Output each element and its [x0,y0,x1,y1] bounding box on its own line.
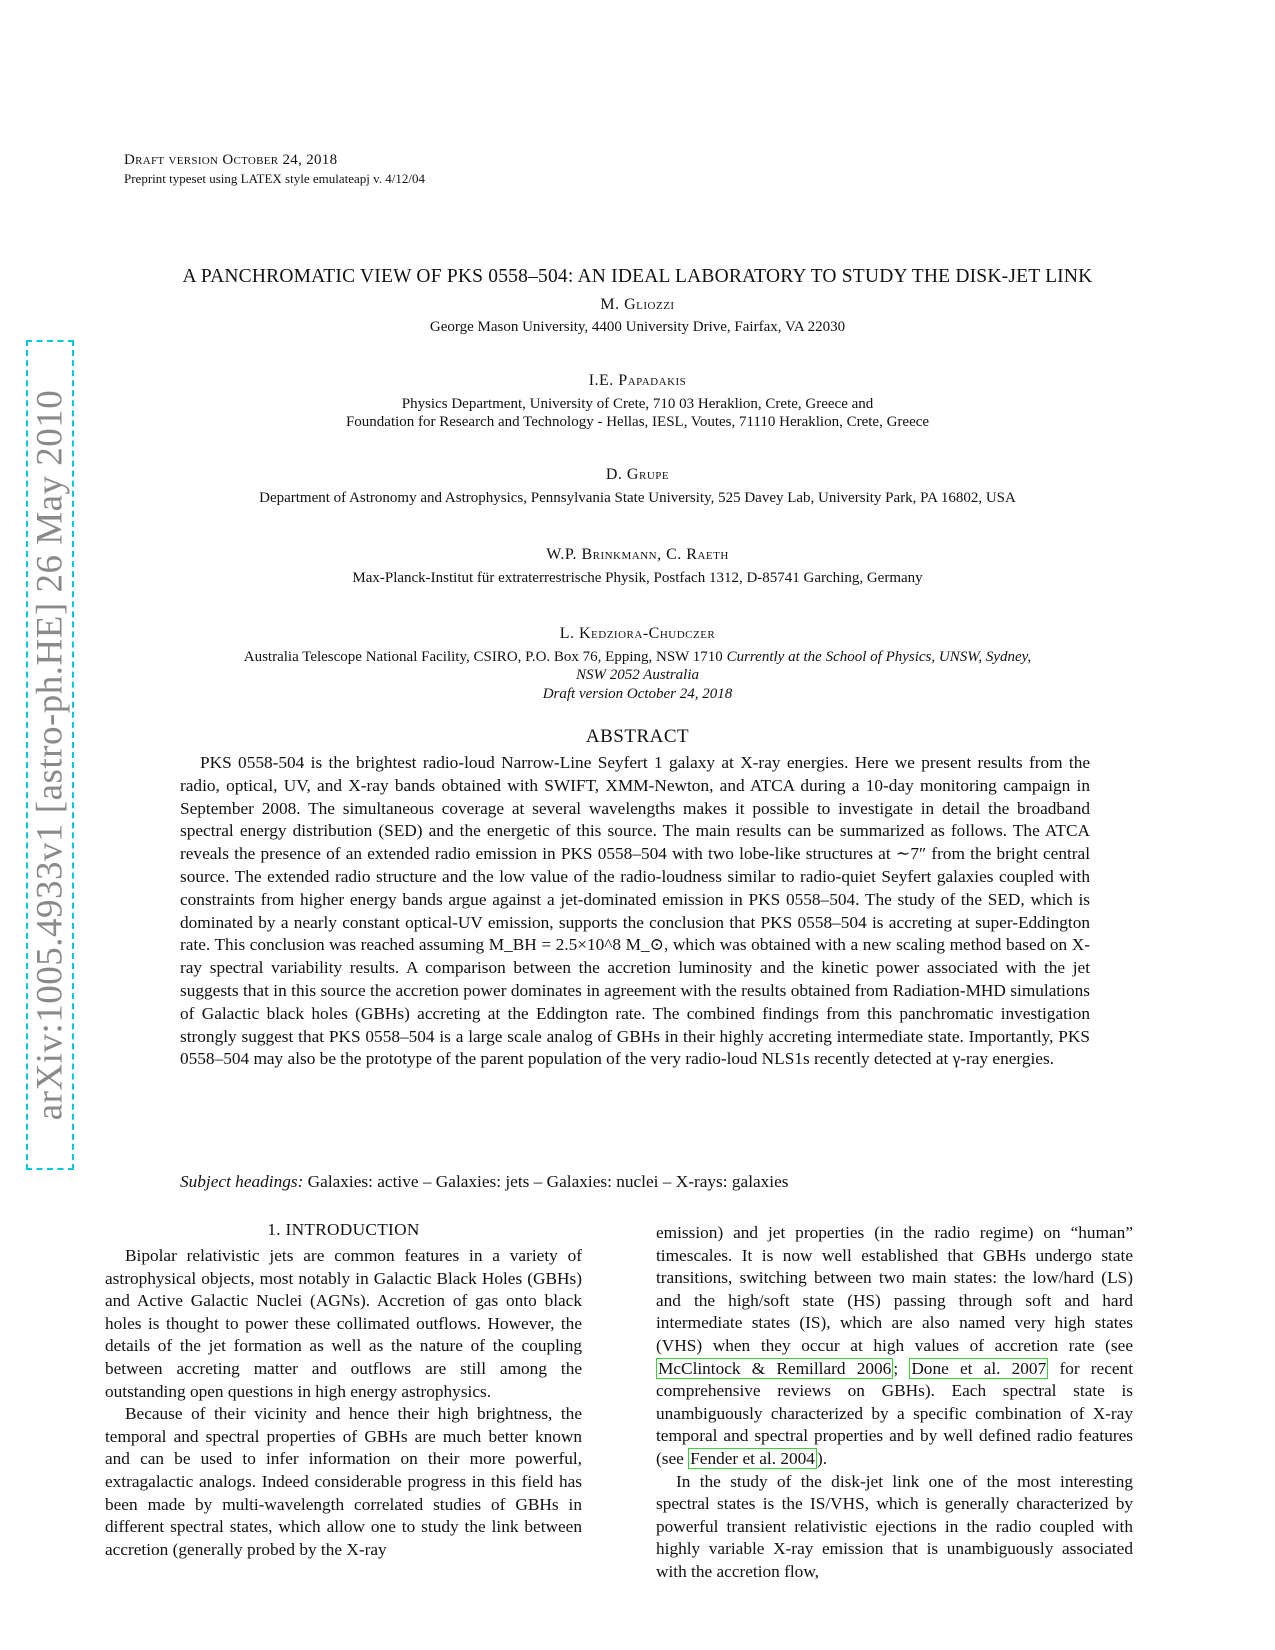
author-affiliation: Max-Planck-Institut für extraterrestrische Physik, Postfach 1312, D-85741 Garching, Germany [352,570,923,586]
paragraph: In the study of the disk-jet link one of the most interesting spectral states is the IS/VHS, which is generally characterized by powerful transient relativistic ejections in the radio coupled with highly variable X-ray emission that is unambiguously associated with the accretion flow, [656,1471,1133,1581]
author-name: M. Gliozzi [600,296,675,313]
paragraph: Bipolar relativistic jets are common features in a variety of astrophysical objects, most notably in Galactic Black Holes (GBHs) and Active Galactic Nuclei (AGNs). Accretion of gas onto black holes is thought to power these collimated outflows. However, the details of the jet formation as well as the nature of the coupling between accreting matter and outflows are still among the outstanding open questions in high energy astrophysics. [105,1246,582,1401]
author-affiliation [100,648,1175,666]
section-heading: 1. INTRODUCTION [267,1220,420,1239]
citation-link[interactable]: Fender et al. 2004 [690,1448,815,1468]
affiliation-text: Australia Telescope National Facility, CSIRO, P.O. Box 76, Epping, NSW 1710 [243,649,723,665]
draft-date-line: Draft version October 24, 2018 [542,686,733,702]
citation-link[interactable]: Done et al. 2007 [911,1358,1047,1378]
author-name: W.P. Brinkmann, C. Raeth [546,546,729,563]
paper-title: A PANCHROMATIC VIEW OF PKS 0558–504: AN IDEAL LABORATORY TO STUDY THE DISK-JET LINK [182,266,1093,287]
author-name: L. Kedziora-Chudczer [559,625,716,642]
subject-text: Galaxies: active – Galaxies: jets – Galaxies: nuclei – X-rays: galaxies [307,1172,789,1191]
author-affiliation: Department of Astronomy and Astrophysics, Pennsylvania State University, 525 Davey Lab, University Park, PA 16802, USA [259,490,1016,506]
author-affiliation: Physics Department, University of Crete, 710 03 Heraklion, Crete, Greece and [401,396,874,412]
subject-label: Subject headings: [180,1172,304,1191]
author-affiliation: Foundation for Research and Technology - Hellas, IESL, Voutes, 71110 Heraklion, Crete, Greece [345,414,930,430]
subject-headings [180,1172,789,1192]
abstract-heading: ABSTRACT [585,726,690,747]
affiliation-note: NSW 2052 Australia [575,667,700,683]
draft-version-header: Draft version October 24, 2018 [124,152,338,168]
author-name: I.E. Papadakis [588,372,687,389]
abstract-body: PKS 0558-504 is the brightest radio-loud Narrow-Line Seyfert 1 galaxy at X-ray energies. Here we present results from the radio, optical, UV, and X-ray bands obtained with SWIFT, XMM-Newton, and ATCA during a 10-day monitoring campaign in September 2008. The simultaneous coverage at several wavelengths makes it possible to investigate in detail the broadband spectral energy distribution (SED) and the energetic of this source. The main results can be summarized as follows. The ATCA reveals the presence of an extended radio emission in PKS 0558–504 with two lobe-like structures at ∼7″ from the bright central source. The extended radio structure and the low value of the radio-loudness similar to radio-quiet Seyfert galaxies coupled with constraints from higher energy bands argue against a jet-dominated emission in PKS 0558–504. The study of the SED, which is dominated by a nearly constant optical-UV emission, supports the conclusion that PKS 0558–504 is accreting at super-Eddington rate. This conclusion was reached assuming M_BH = 2.5×10^8 M_⊙, which was obtained with a new scaling method based on X-ray spectral variability results. A comparison between the accretion luminosity and the kinetic power associated with the jet suggests that in this source the accretion power dominates in agreement with the results obtained from Radiation-MHD simulations of Galactic black holes (GBHs) accreting at the Eddington rate. The combined findings from this panchromatic investigation strongly suggest that PKS 0558–504 is a large scale analog of GBHs in their highly accreting intermediate state. Importantly, PKS 0558–504 may also be the prototype of the parent population of the very radio-loud NLS1s recently detected at γ-ray energies. [180,753,1090,1069]
citation-link[interactable]: McClintock & Remillard 2006 [658,1358,892,1378]
arxiv-identifier: arXiv:1005.4933v1 [astro-ph.HE] 26 May 2010 [29,389,71,1121]
paragraph: emission) and jet properties (in the radio regime) on “human” timescales. It is now well established that GBHs undergo state transitions, switching between two main states: the low/hard (LS) and the high/soft state (HS) passing through soft and hard intermediate states (IS), which are also named very high states (VHS) when they occur at high values of accretion rate (see McClintock & Remillard 2006 ; Done et al. 2007 for recent comprehensive reviews on GBHs). Each spectral state is unambiguously characterized by a specific combination of X-ray temporal and spectral properties and by well defined radio features (see Fender et al. 2004 ). [656,1223,1134,1468]
affiliation-note: Currently at the School of Physics, UNSW, Sydney, [726,649,1032,665]
right-column [656,1222,1133,1584]
left-column [105,1245,582,1561]
paragraph: Because of their vicinity and hence their high brightness, the temporal and spectral properties of GBHs are much better known and can be used to infer information on their more powerful, extragalactic analogs. Indeed considerable progress in this field has been made by multi-wavelength correlated studies of GBHs in different spectral states, which allow one to study the link between accretion (generally probed by the X-ray [105,1404,582,1559]
arxiv-identifier-stamp[interactable] [26,340,74,1170]
author-name: D. Grupe [605,466,670,483]
preprint-note: Preprint typeset using LATEX style emulateapj v. 4/12/04 [124,171,425,186]
author-affiliation: George Mason University, 4400 University Drive, Fairfax, VA 22030 [429,319,846,335]
